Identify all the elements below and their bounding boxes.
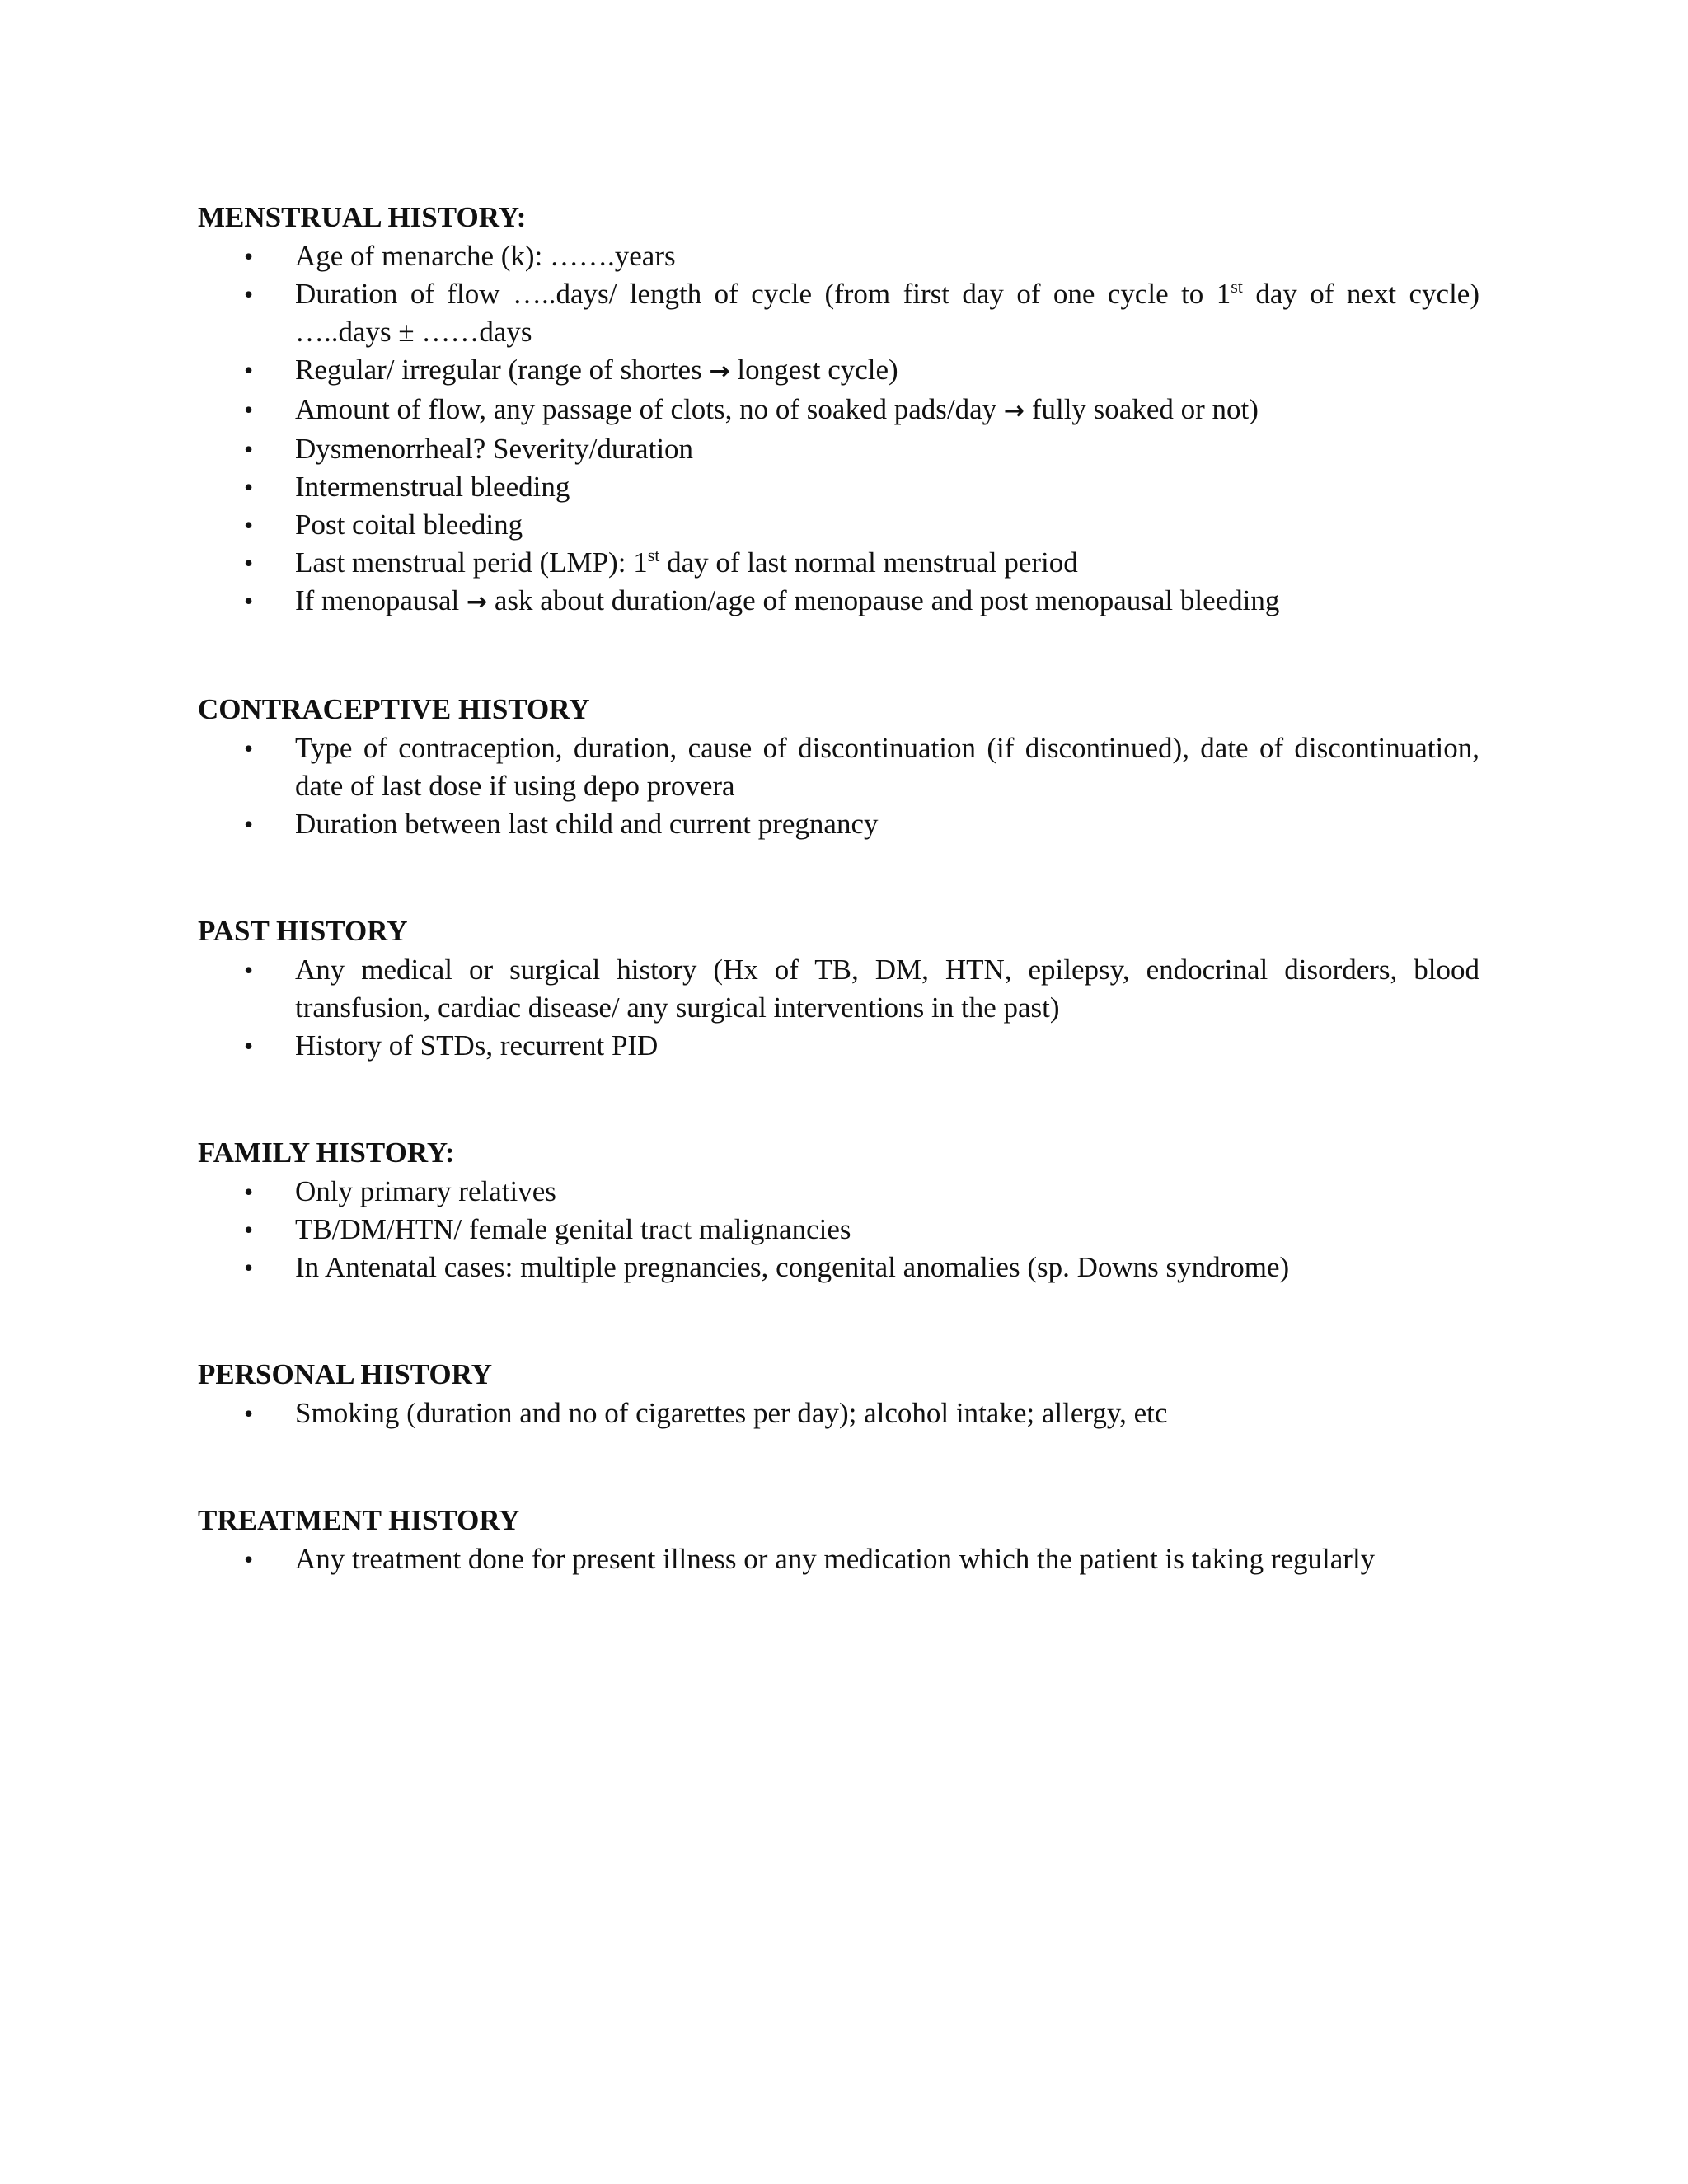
bullet-list — [198, 1173, 1479, 1286]
list-item — [198, 582, 1479, 621]
bullet-icon: • — [244, 586, 254, 616]
list-item-text: Age of menarche (k): …….years — [295, 240, 676, 272]
arrow-right-icon: → — [709, 357, 730, 386]
bullet-icon: • — [244, 241, 254, 271]
section-heading: PERSONAL HISTORY — [198, 1358, 492, 1390]
bullet-icon: • — [244, 434, 254, 464]
bullet-icon: • — [244, 1399, 254, 1428]
section-contraceptive-history — [198, 690, 1479, 843]
list-item — [198, 1394, 1479, 1432]
list-item — [198, 506, 1479, 544]
bullet-icon: • — [244, 733, 254, 763]
list-item-text: fully soaked or not) — [1025, 393, 1259, 425]
bullet-icon: • — [244, 809, 254, 839]
list-item — [198, 1027, 1479, 1065]
list-item-text: Only primary relatives — [295, 1175, 556, 1207]
bullet-icon: • — [244, 955, 254, 985]
list-item — [198, 805, 1479, 843]
superscript: st — [647, 545, 660, 565]
list-item-text: Amount of flow, any passage of clots, no of soaked pads/day — [295, 393, 1004, 425]
bullet-icon: • — [244, 1215, 254, 1244]
section-heading: CONTRACEPTIVE HISTORY — [198, 693, 590, 725]
section-treatment-history — [198, 1501, 1479, 1578]
list-item — [198, 951, 1479, 1027]
section-spacer — [198, 1286, 1479, 1355]
list-item — [198, 1540, 1479, 1578]
section-heading: TREATMENT HISTORY — [198, 1504, 520, 1536]
list-item — [198, 468, 1479, 506]
list-item-text: Any medical or surgical history (Hx of TB, DM, HTN, epilepsy, endocrinal disorders, blood transfusion, cardiac disease/ any surgical interventions in the past) — [295, 954, 1479, 1024]
list-item-text: Smoking (duration and no of cigarettes per day); alcohol intake; allergy, etc — [295, 1397, 1168, 1429]
section-menstrual-history — [198, 198, 1479, 621]
list-item-text: Post coital bleeding — [295, 509, 523, 541]
list-item-text: In Antenatal cases: multiple pregnancies, congenital anomalies (sp. Downs syndrome) — [295, 1251, 1290, 1283]
list-item-text: day of last normal menstrual period — [659, 546, 1078, 579]
section-spacer — [198, 1065, 1479, 1133]
list-item-text: longest cycle) — [729, 354, 898, 386]
bullet-icon: • — [244, 1031, 254, 1061]
list-item-text: Last menstrual perid (LMP): 1 — [295, 546, 648, 579]
section-heading: FAMILY HISTORY: — [198, 1137, 455, 1169]
arrow-right-icon: → — [466, 588, 488, 616]
list-item — [198, 351, 1479, 391]
bullet-icon: • — [244, 1177, 254, 1207]
list-item-text: Intermenstrual bleeding — [295, 471, 570, 503]
list-item — [198, 1173, 1479, 1211]
bullet-icon: • — [244, 510, 254, 540]
bullet-icon: • — [244, 355, 254, 385]
section-heading: PAST HISTORY — [198, 915, 408, 947]
section-spacer — [198, 621, 1479, 690]
list-item — [198, 544, 1479, 582]
list-item-text: Regular/ irregular (range of shortes — [295, 354, 710, 386]
document-page — [198, 198, 1479, 1578]
bullet-icon: • — [244, 472, 254, 502]
list-item-text: If menopausal — [295, 584, 467, 616]
section-heading: MENSTRUAL HISTORY: — [198, 201, 527, 233]
list-item — [198, 1211, 1479, 1249]
list-item — [198, 430, 1479, 468]
list-item-text: ask about duration/age of menopause and post menopausal bleeding — [487, 584, 1280, 616]
bullet-list — [198, 237, 1479, 621]
list-item-text: Duration between last child and current pregnancy — [295, 808, 879, 840]
section-past-history — [198, 912, 1479, 1065]
list-item — [198, 391, 1479, 430]
list-item — [198, 729, 1479, 805]
list-item — [198, 275, 1479, 351]
bullet-icon: • — [244, 395, 254, 424]
bullet-icon: • — [244, 1253, 254, 1282]
section-spacer — [198, 843, 1479, 912]
list-item-text: Any treatment done for present illness or any medication which the patient is taking regularly — [295, 1543, 1376, 1575]
list-item-text: Dysmenorrheal? Severity/duration — [295, 433, 694, 465]
list-item-text: History of STDs, recurrent PID — [295, 1029, 659, 1062]
arrow-right-icon: → — [1003, 396, 1025, 425]
list-item-text: TB/DM/HTN/ female genital tract malignancies — [295, 1213, 851, 1245]
bullet-icon: • — [244, 279, 254, 309]
list-item-text: Duration of flow …..days/ length of cycle (from first day of one cycle to 1 — [295, 278, 1231, 310]
bullet-icon: • — [244, 548, 254, 578]
bullet-list — [198, 729, 1479, 843]
list-item — [198, 237, 1479, 275]
superscript: st — [1231, 276, 1243, 297]
bullet-list — [198, 1540, 1479, 1578]
list-item-text: day of next cycle) …..days ± ……days — [295, 278, 1479, 348]
section-personal-history — [198, 1355, 1479, 1432]
section-spacer — [198, 1432, 1479, 1501]
bullet-icon: • — [244, 1544, 254, 1574]
bullet-list — [198, 951, 1479, 1065]
bullet-list — [198, 1394, 1479, 1432]
list-item-text: Type of contraception, duration, cause of discontinuation (if discontinued), date of discontinuation, date of last dose if using depo provera — [295, 732, 1479, 802]
list-item — [198, 1249, 1479, 1286]
section-family-history — [198, 1133, 1479, 1286]
